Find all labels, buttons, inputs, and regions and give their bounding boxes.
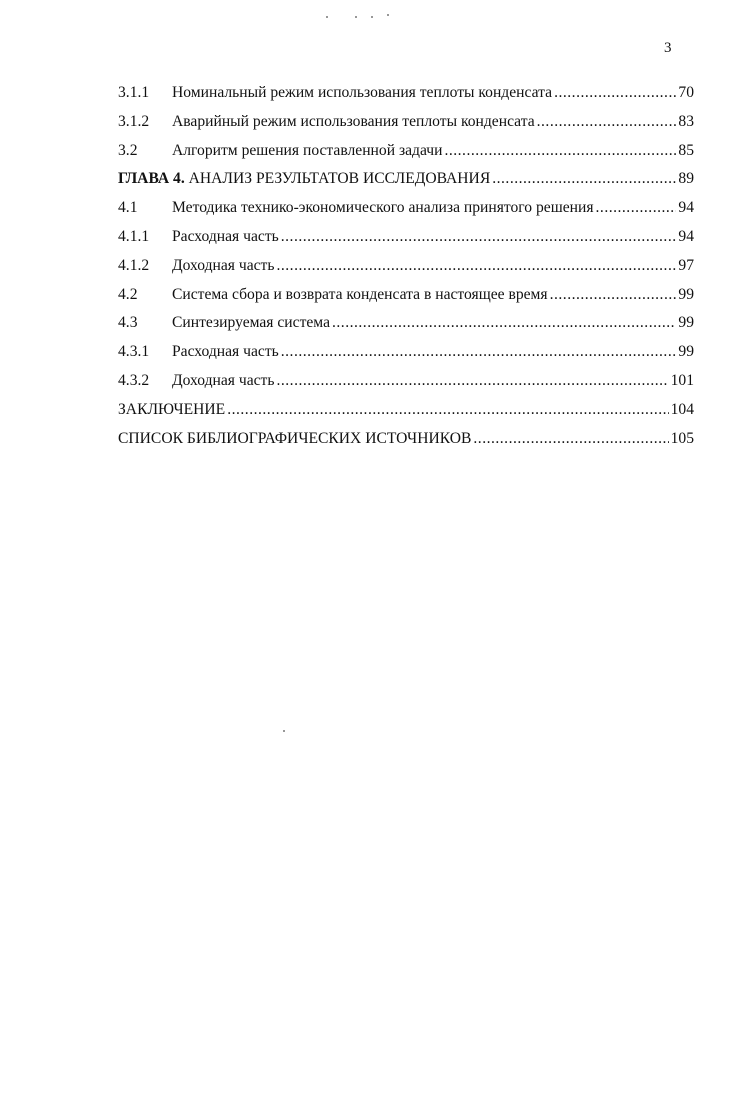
toc-chapter-title: АНАЛИЗ РЕЗУЛЬТАТОВ ИССЛЕДОВАНИЯ [188, 170, 491, 188]
toc-entry-number: 4.1.1 [118, 227, 150, 245]
toc-dot-leader [550, 286, 677, 304]
table-of-contents [118, 84, 694, 458]
scan-speck [371, 16, 373, 18]
toc-entry-title: Система сбора и возврата конденсата в настоящее время [172, 285, 548, 303]
toc-entry-number: 4.2 [118, 285, 138, 303]
toc-entry-number: 3.2 [118, 141, 138, 159]
toc-entry-title: Алгоритм решения поставленной задачи [172, 141, 443, 159]
toc-entry-page: 101 [670, 371, 694, 389]
toc-dot-leader [276, 257, 676, 275]
toc-dot-leader [332, 314, 676, 332]
toc-entry [118, 84, 694, 113]
toc-dot-leader [227, 401, 668, 419]
scan-speck [387, 14, 389, 16]
toc-entry-page: 94 [678, 227, 694, 245]
toc-dot-leader [473, 430, 668, 448]
toc-entry-page: 105 [670, 429, 694, 447]
toc-entry-number: 4.3.2 [118, 371, 150, 389]
toc-entry-title: Доходная часть [172, 256, 275, 274]
toc-chapter-prefix: ГЛАВА 4. [118, 170, 185, 188]
toc-entry-title: Расходная часть [172, 227, 279, 245]
toc-entry [118, 228, 694, 257]
toc-entry-title: СПИСОК БИБЛИОГРАФИЧЕСКИХ ИСТОЧНИКОВ [118, 429, 472, 447]
toc-dot-leader [492, 170, 676, 188]
toc-entry-title: Доходная часть [172, 371, 275, 389]
toc-entry-title: Методика технико-экономического анализа принятого решения [172, 199, 594, 217]
toc-entry-title: ЗАКЛЮЧЕНИЕ [118, 400, 226, 418]
toc-entry-page: 83 [678, 112, 694, 130]
toc-dot-leader [281, 228, 677, 246]
toc-entry-conclusion [118, 401, 694, 430]
toc-chapter-heading [118, 170, 490, 188]
toc-entry-page: 89 [678, 170, 694, 188]
toc-dot-leader [537, 113, 677, 131]
scan-speck [326, 16, 328, 18]
scan-speck [283, 730, 285, 732]
toc-entry-page: 94 [678, 199, 694, 217]
toc-entry-page: 97 [678, 256, 694, 274]
toc-dot-leader [596, 199, 677, 217]
toc-entry-number: 3.1.1 [118, 84, 150, 101]
toc-entry [118, 286, 694, 315]
toc-entry-title: Расходная часть [172, 343, 279, 361]
toc-dot-leader [444, 142, 676, 160]
toc-entry [118, 343, 694, 372]
toc-entry-number: 4.1 [118, 199, 138, 217]
toc-entry-page: 104 [670, 400, 694, 418]
toc-entry-number: 4.1.2 [118, 256, 150, 274]
toc-dot-leader [281, 343, 677, 361]
page-number: 3 [664, 40, 672, 56]
toc-entry-page: 99 [678, 285, 694, 303]
toc-entry-title: Аварийный режим использования теплоты конденсата [172, 112, 535, 130]
toc-entry [118, 199, 694, 228]
toc-entry [118, 314, 694, 343]
toc-entry-page: 85 [678, 141, 694, 159]
toc-dot-leader [554, 84, 676, 102]
toc-entry-title: Синтезируемая система [172, 314, 330, 332]
toc-entry-page: 70 [678, 84, 694, 101]
toc-entry-number: 3.1.2 [118, 112, 150, 130]
toc-entry-title: Номинальный режим использования теплоты конденсата [172, 84, 553, 101]
scan-speck [355, 16, 357, 18]
toc-chapter-entry [118, 170, 694, 199]
toc-entry-page: 99 [678, 314, 694, 332]
toc-entry [118, 113, 694, 142]
toc-entry [118, 372, 694, 401]
toc-entry-page: 99 [678, 343, 694, 361]
toc-entry-number: 4.3.1 [118, 343, 150, 361]
toc-entry [118, 257, 694, 286]
toc-entry [118, 142, 694, 171]
toc-dot-leader [276, 372, 668, 390]
toc-entry-number: 4.3 [118, 314, 138, 332]
toc-entry-bibliography [118, 430, 694, 459]
